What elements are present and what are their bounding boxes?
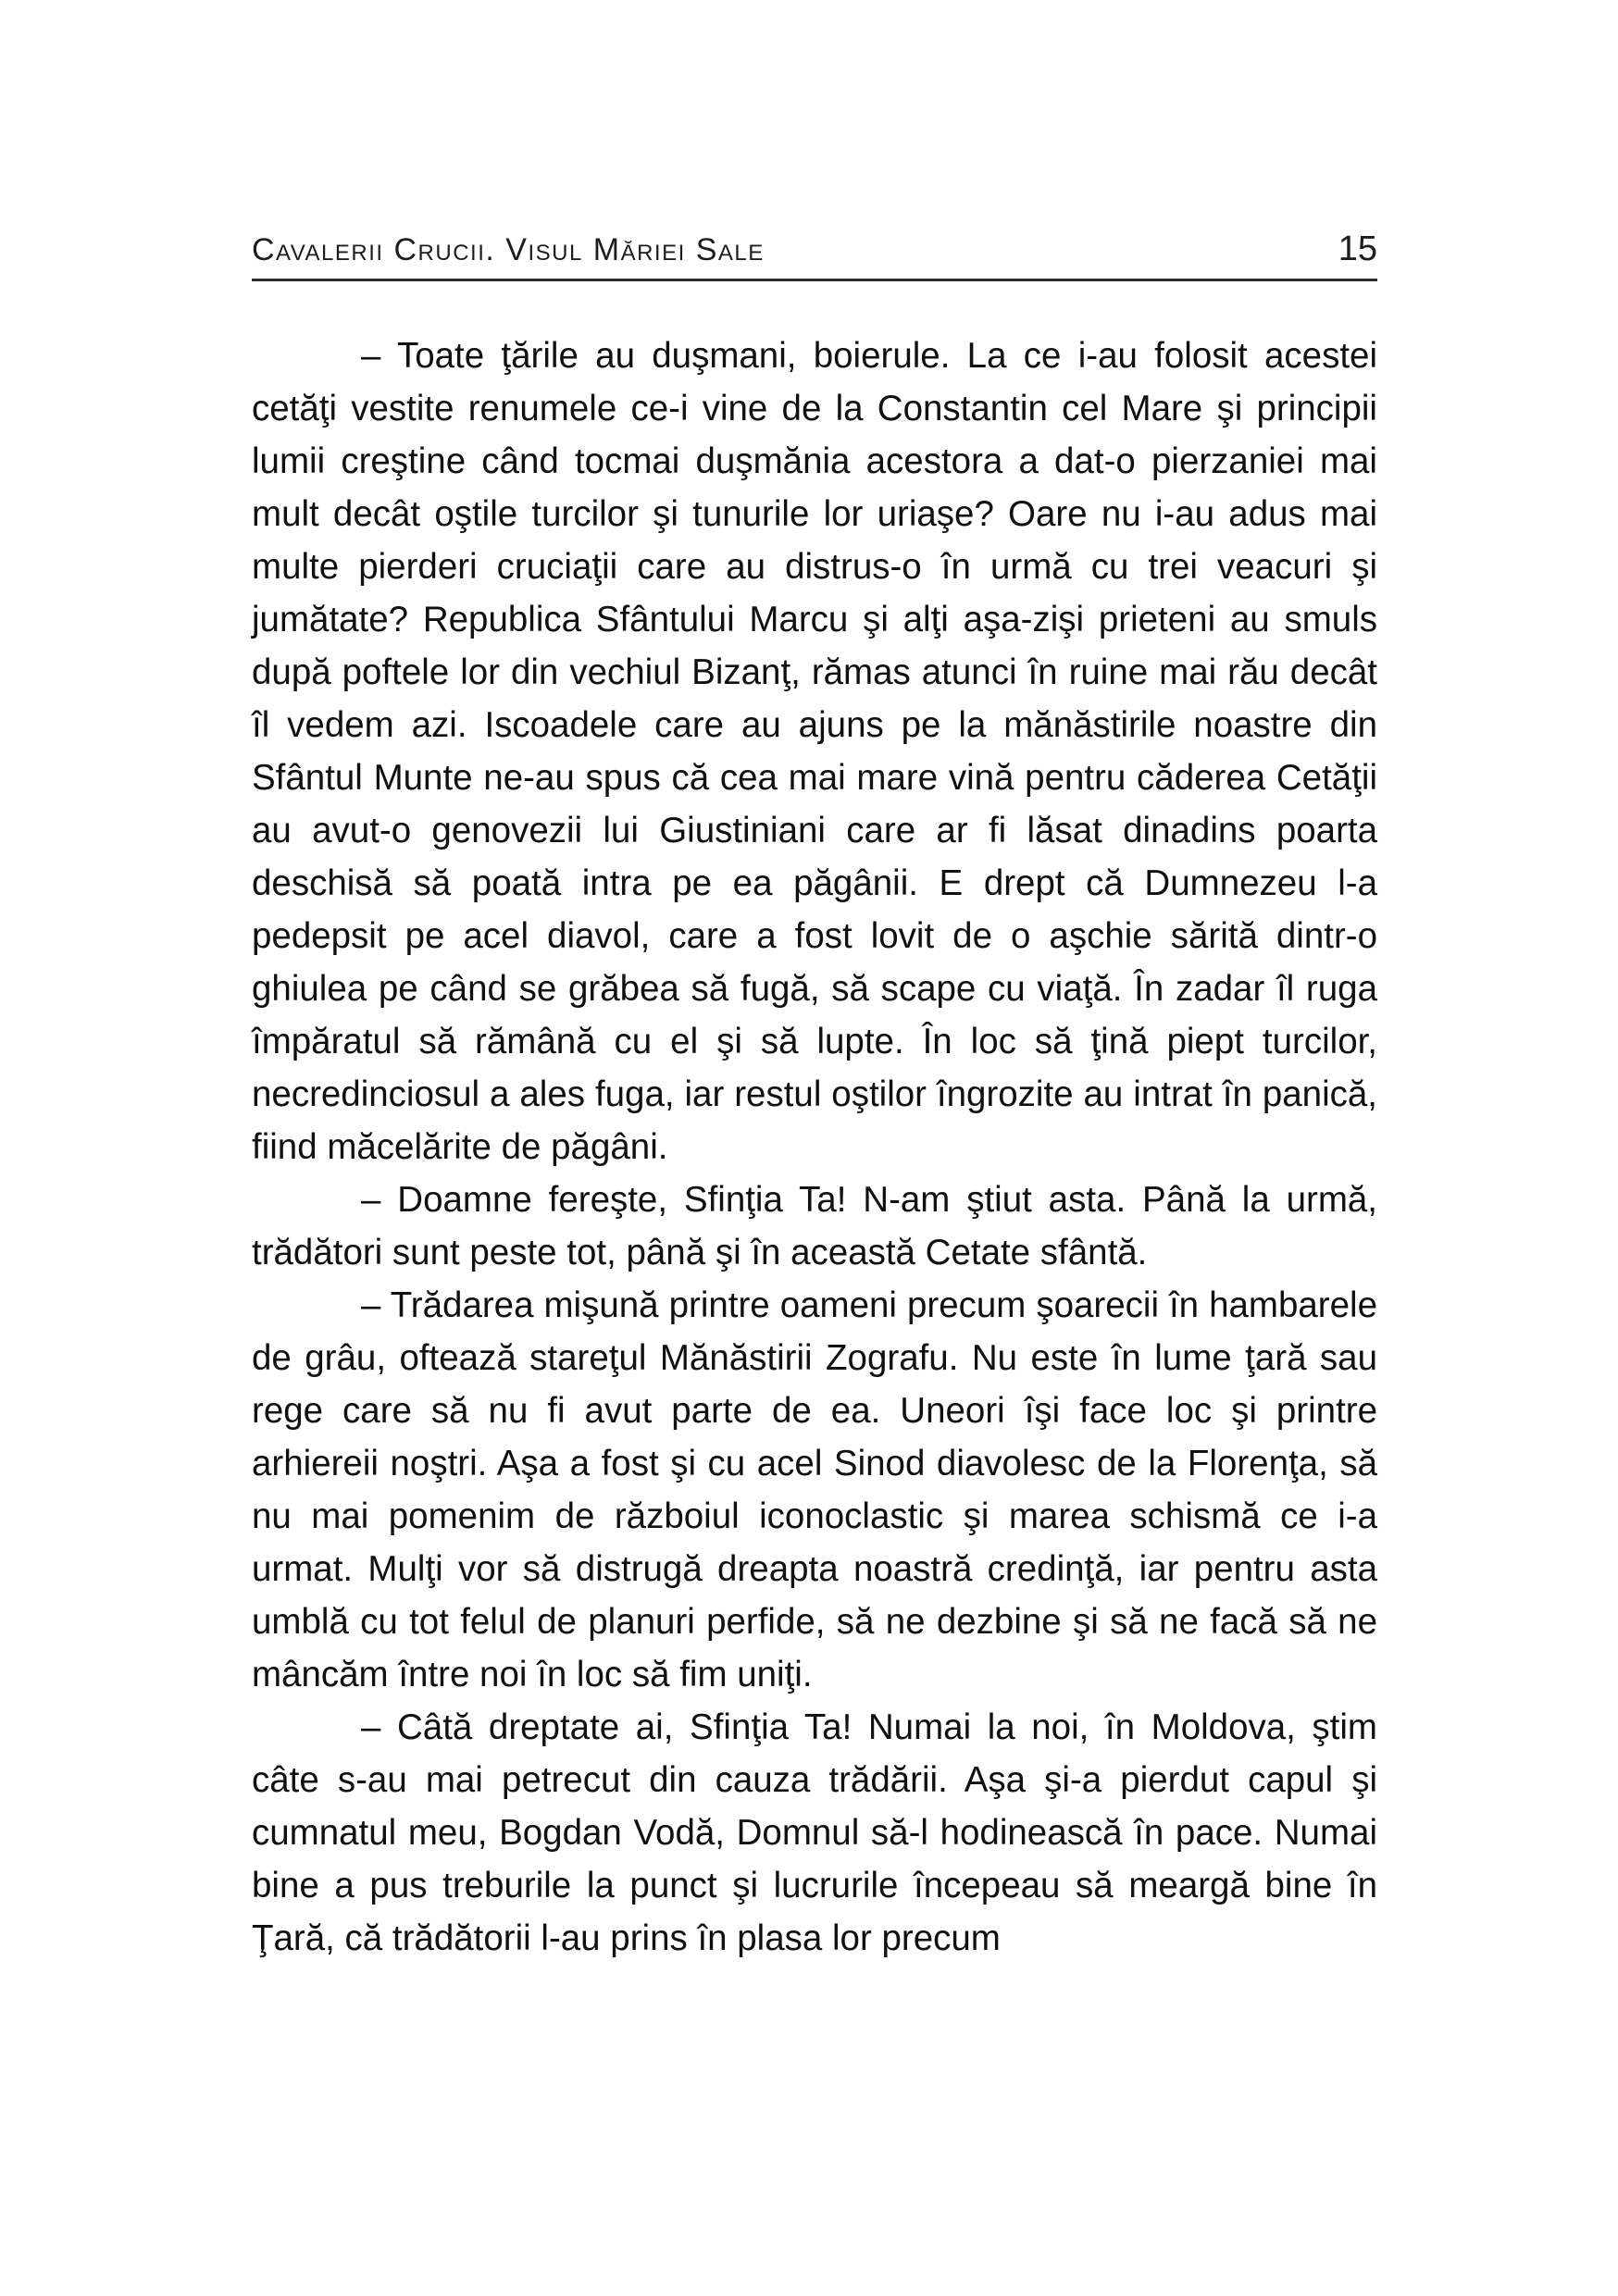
- text-block: [252, 230, 1377, 1965]
- running-header: [252, 230, 1377, 281]
- body-text: [252, 329, 1377, 1965]
- page-number: 15: [1338, 230, 1377, 268]
- paragraph-dialogue-2: – Doamne fereşte, Sfinţia Ta! N-am ştiut asta. Până la urmă, trădători sunt peste tot, până şi în această Cetate sfântă.: [252, 1180, 1377, 1272]
- paragraph-dialogue-1: – Toate ţările au duşmani, boierule. La ce i-au folosit acestei cetăţi vestite renumele ce-i vine de la Constantin cel Mare şi principii lumii creştine când tocmai duşmănia acestora a dat-o pierzaniei mai mult decât oştile turcilor şi tunurile lor uriaşe? Oare nu i-au adus mai multe pierderi cruciaţii care au distrus-o în urmă cu trei veacuri şi jumătate? Republica Sfântului Marcu şi alţi aşa-zişi prieteni au smuls după poftele lor din vechiul Bizanţ, rămas atunci în ruine mai rău decât îl vedem azi. Iscoadele care au ajuns pe la mănăstirile noastre din Sfântul Munte ne-au spus că cea mai mare vină pentru căderea Cetăţii au avut-o genovezii lui Giustiniani care ar fi lăsat dinadins poarta deschisă să poată intra pe ea păgânii. E drept că Dumnezeu l-a pedepsit pe acel diavol, care a fost lovit de o aşchie sărită dintr-o ghiulea pe când se grăbea să fugă, să scape cu viaţă. În zadar îl ruga împăratul să rămână cu el şi să lupte. În loc să ţină piept turcilor, necredinciosul a ales fuga, iar restul oştilor îngrozite au intrat în panică, fiind măcelărite de păgâni.: [252, 336, 1377, 1167]
- paragraph-dialogue-3: – Trădarea mişună printre oameni precum şoarecii în hambarele de grâu, oftează stareţul Mănăstirii Zografu. Nu este în lume ţară sau rege care să nu fi avut parte de ea. Uneori îşi face loc şi printre arhiereii noştri. Aşa a fost şi cu acel Sinod diavolesc de la Florenţa, să nu mai pomenim de războiul iconoclastic şi marea schismă ce i-a urmat. Mulţi vor să distrugă dreapta noastră credinţă, iar pentru asta umblă cu tot felul de planuri perfide, să ne dezbine şi să ne facă să ne mâncăm între noi în loc să fim uniţi.: [252, 1285, 1377, 1694]
- paragraph-dialogue-4: – Câtă dreptate ai, Sfinţia Ta! Numai la noi, în Moldova, ştim câte s-au mai petrecut din cauza trădării. Aşa şi-a pierdut capul şi cumnatul meu, Bogdan Vodă, Domnul să-l hodinească în pace. Numai bine a pus treburile la punct şi lucrurile începeau să meargă bine în Ţară, că trădătorii l-au prins în plasa lor precum: [252, 1707, 1377, 1958]
- running-header-title: Cavalerii Crucii. Visul Măriei Sale: [252, 232, 765, 267]
